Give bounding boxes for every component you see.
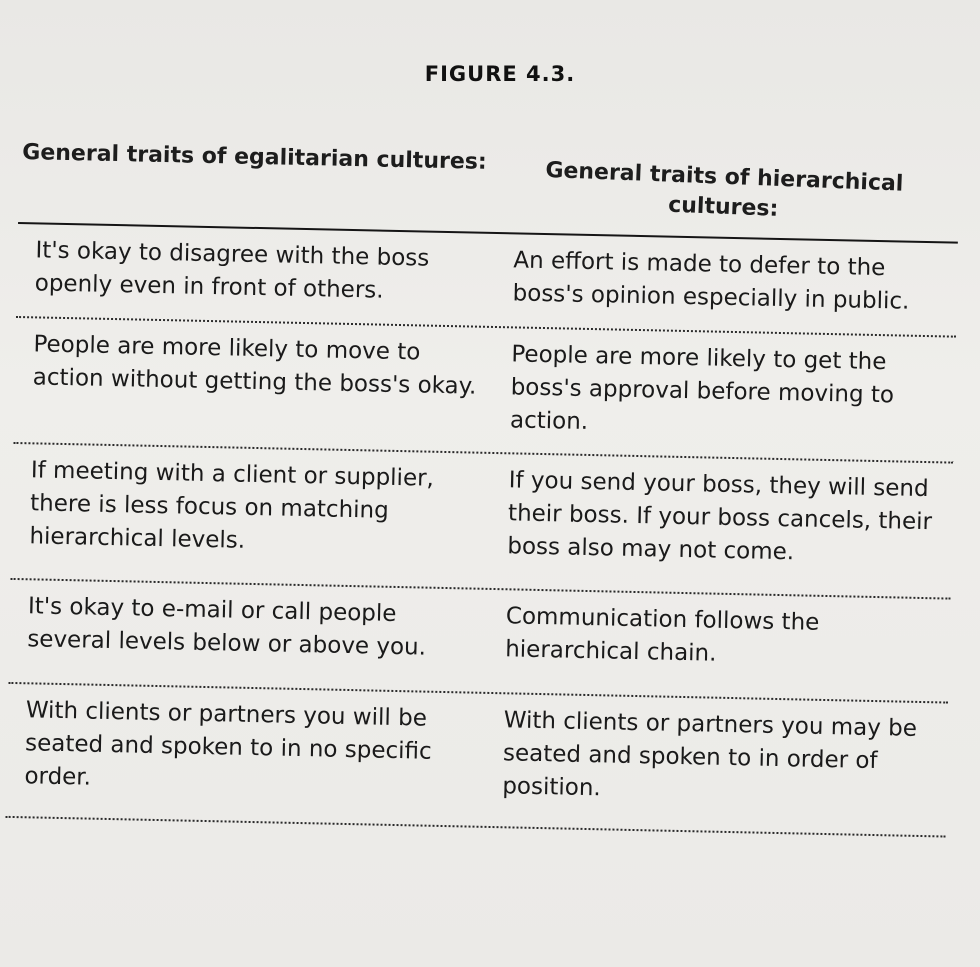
egalitarian-trait: It's okay to disagree with the boss openly even in front of others.: [34, 237, 430, 304]
table-row: [6, 684, 949, 838]
table-row: [13, 318, 955, 464]
table-row: [8, 580, 950, 704]
hierarchical-trait: If you send your boss, they will send their boss. If your boss cancels, their boss also may not come.: [507, 467, 933, 566]
hierarchical-trait: People are more likely to get the boss's approval before moving to action.: [509, 341, 895, 435]
hierarchical-trait: An effort is made to defer to the boss's opinion especially in public.: [512, 247, 910, 315]
comparison-table: [6, 130, 960, 838]
egalitarian-trait: People are more likely to move to action without getting the boss's okay.: [32, 331, 477, 400]
table-row: [11, 444, 954, 600]
header-egalitarian: General traits of egalitarian cultures:: [22, 140, 487, 175]
header-hierarchical: General traits of hierarchical cultures:: [544, 157, 904, 222]
hierarchical-trait: With clients or partners you may be seated and spoken to in order of position.: [502, 707, 918, 802]
egalitarian-trait: If meeting with a client or supplier, there is less focus on matching hierarchical levels.: [29, 457, 435, 554]
hierarchical-trait: Communication follows the hierarchical chain.: [504, 603, 820, 667]
figure-title: FIGURE 4.3.: [424, 62, 576, 86]
egalitarian-trait: With clients or partners you will be seated and spoken to in no specific order.: [24, 697, 432, 791]
egalitarian-trait: It's okay to e-mail or call people several levels below or above you.: [27, 593, 427, 661]
table-header: [18, 130, 960, 242]
